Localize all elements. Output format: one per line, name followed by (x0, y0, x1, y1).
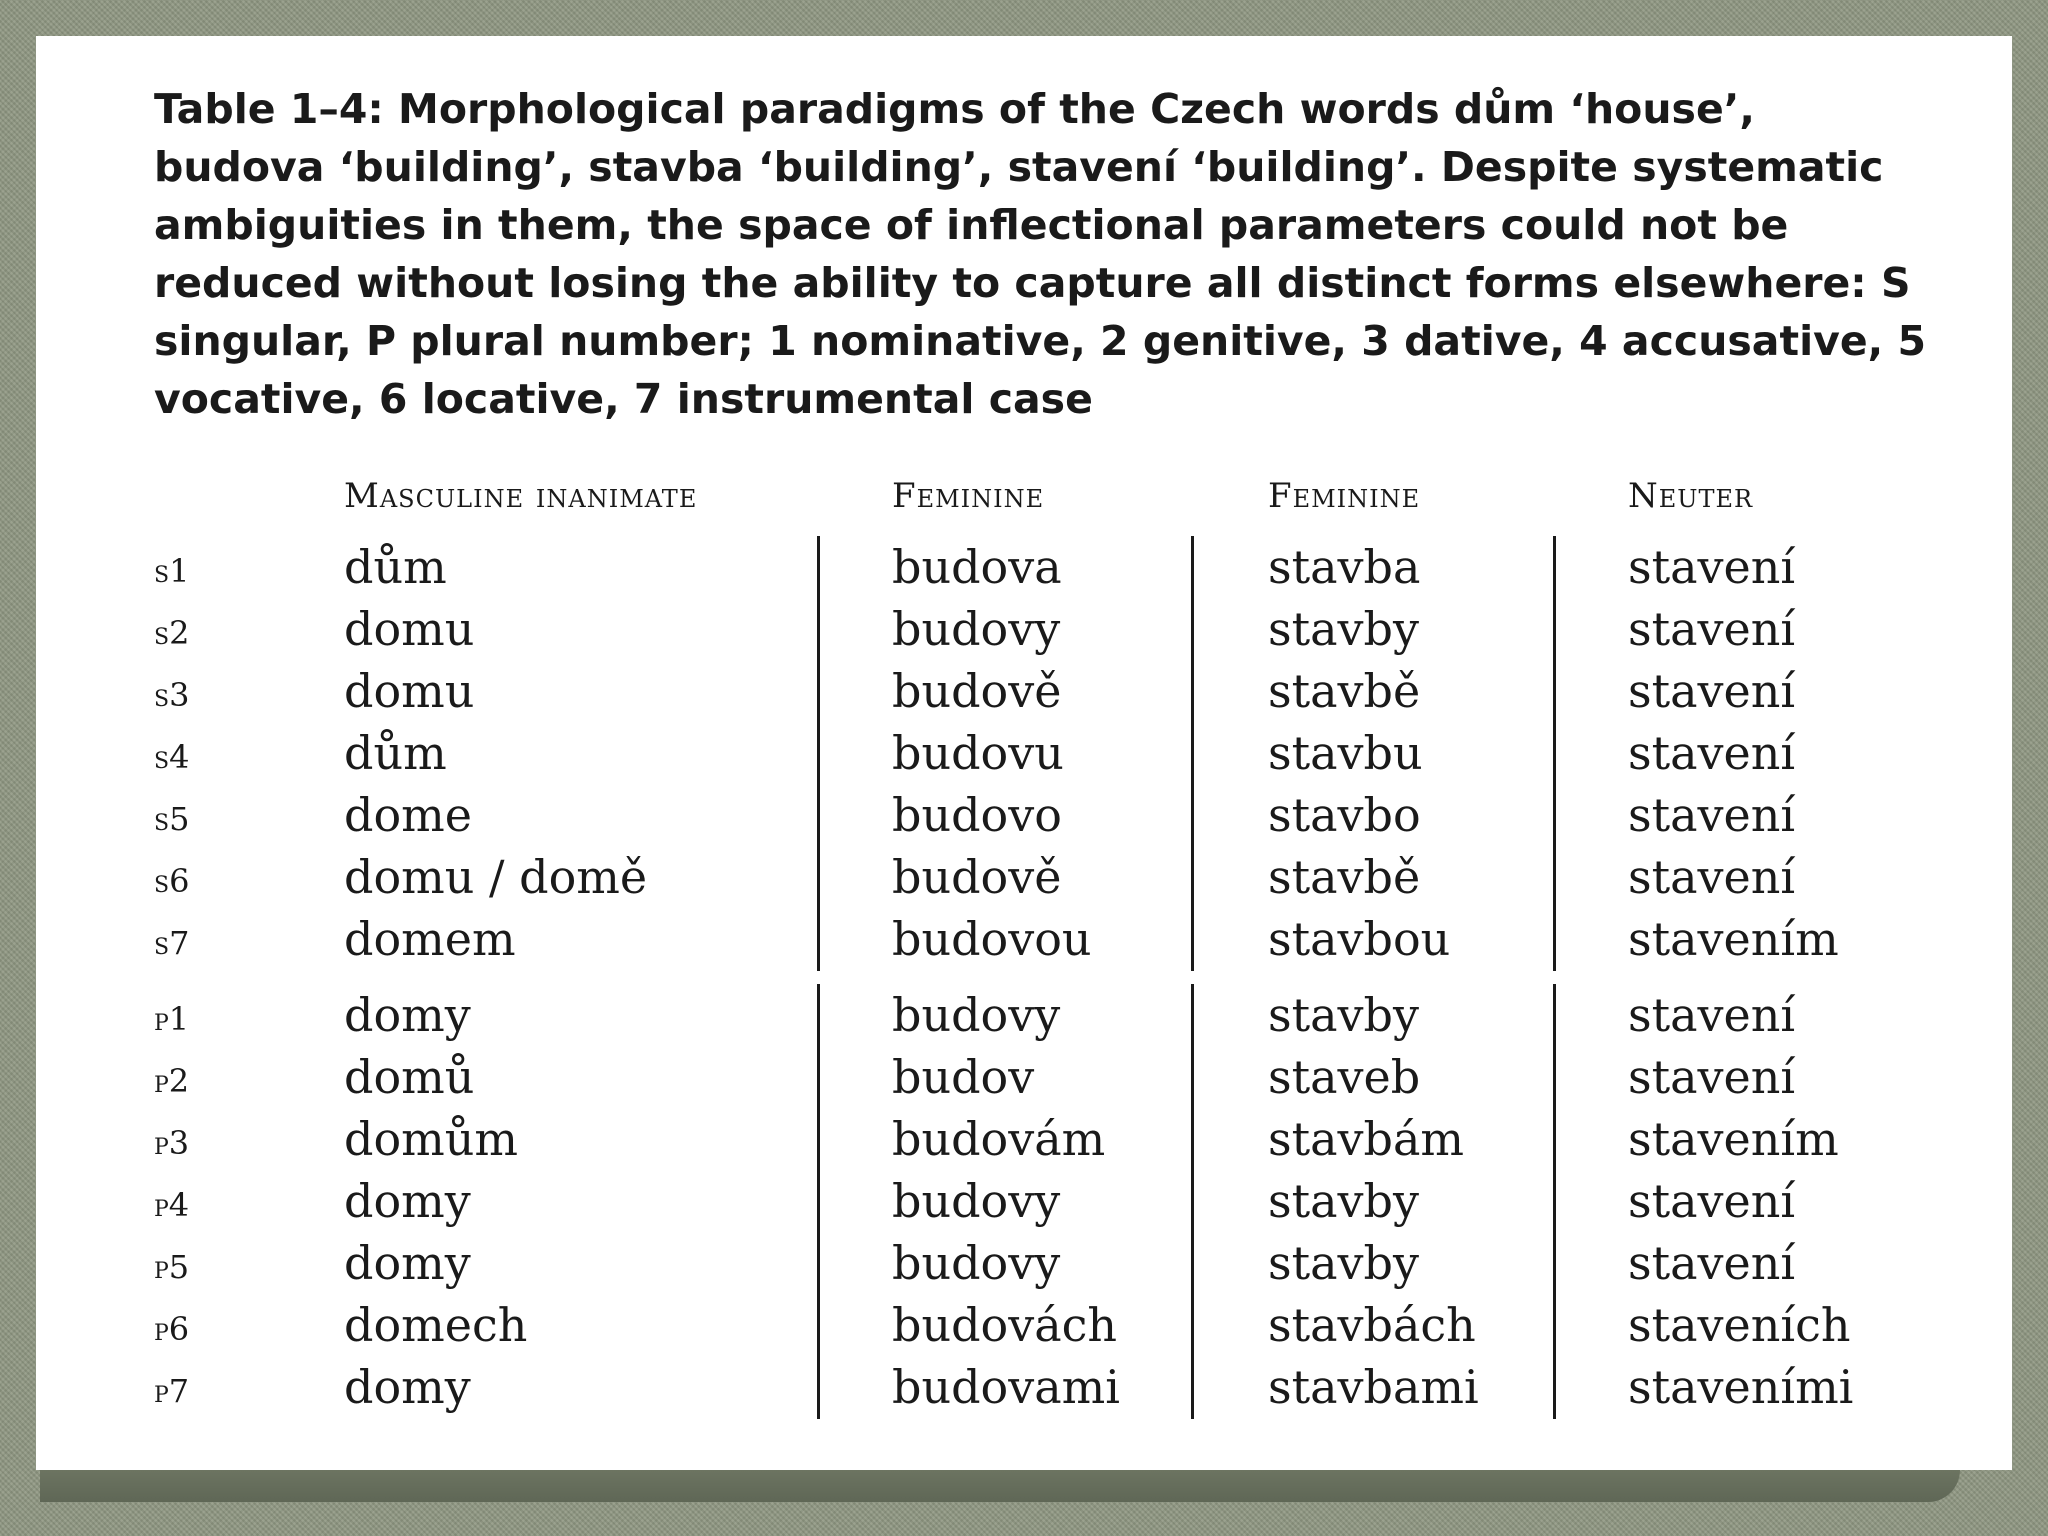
cell-masculine: domů (344, 1050, 475, 1104)
column-header-masculine: Masculine inanimate (344, 476, 698, 516)
cell-feminine-2: stavbou (1268, 912, 1451, 966)
cell-neuter: stavení (1628, 1050, 1796, 1104)
table-row (36, 788, 2012, 850)
cell-masculine: domu (344, 664, 475, 718)
table-row (36, 540, 2012, 602)
cell-masculine: domu / domě (344, 850, 648, 904)
cell-neuter: stavením (1628, 912, 1839, 966)
cell-feminine-1: budově (892, 850, 1062, 904)
cell-masculine: domy (344, 988, 471, 1042)
table-row (36, 1298, 2012, 1360)
cell-masculine: domy (344, 1236, 471, 1290)
cell-feminine-2: stavba (1268, 540, 1421, 594)
column-header-feminine-2: Feminine (1268, 476, 1421, 516)
table-row (36, 1112, 2012, 1174)
row-label: s1 (154, 552, 190, 590)
cell-neuter: staveních (1628, 1298, 1851, 1352)
cell-feminine-1: budovu (892, 726, 1064, 780)
row-label: s3 (154, 676, 190, 714)
cell-neuter: stavení (1628, 726, 1796, 780)
cell-feminine-1: budovách (892, 1298, 1118, 1352)
cell-feminine-1: budovám (892, 1112, 1106, 1166)
cell-feminine-1: budovami (892, 1360, 1120, 1414)
cell-feminine-2: stavby (1268, 988, 1419, 1042)
caption-line: budova ‘building’, stavba ‘building’, stavení ‘building’. Despite systematic (154, 143, 1884, 191)
caption-line: singular, P plural number; 1 nominative, 2 genitive, 3 dative, 4 accusative, 5 (154, 317, 1927, 365)
row-label: p4 (154, 1186, 190, 1224)
cell-neuter: stavení (1628, 788, 1796, 842)
row-label: s4 (154, 738, 190, 776)
cell-feminine-2: stavbě (1268, 664, 1421, 718)
row-label: s2 (154, 614, 190, 652)
caption-line: reduced without losing the ability to capture all distinct forms elsewhere: S (154, 259, 1911, 307)
paradigm-table (36, 36, 2012, 1470)
row-label: s6 (154, 862, 190, 900)
cell-feminine-1: budovy (892, 1236, 1061, 1290)
cell-masculine: domem (344, 912, 516, 966)
cell-masculine: domech (344, 1298, 528, 1352)
row-label: s7 (154, 924, 190, 962)
cell-neuter: stavení (1628, 602, 1796, 656)
cell-neuter: stavení (1628, 1174, 1796, 1228)
cell-neuter: stavení (1628, 850, 1796, 904)
cell-feminine-2: stavby (1268, 602, 1419, 656)
slide-shadow (40, 1470, 1960, 1502)
cell-neuter: stavením (1628, 1112, 1839, 1166)
cell-feminine-1: budova (892, 540, 1062, 594)
column-header-neuter: Neuter (1628, 476, 1754, 516)
row-label: p3 (154, 1124, 190, 1162)
caption-line: Table 1–4: Morphological paradigms of the Czech words dům ‘house’, (154, 85, 1755, 133)
cell-neuter: stavení (1628, 1236, 1796, 1290)
table-row (36, 1236, 2012, 1298)
table-row (36, 850, 2012, 912)
cell-feminine-2: staveb (1268, 1050, 1421, 1104)
cell-neuter: stavení (1628, 988, 1796, 1042)
cell-feminine-1: budov (892, 1050, 1035, 1104)
caption-line: vocative, 6 locative, 7 instrumental case (154, 375, 1093, 423)
table-row (36, 602, 2012, 664)
cell-feminine-1: budovy (892, 988, 1061, 1042)
cell-masculine: domům (344, 1112, 519, 1166)
row-label: p2 (154, 1062, 190, 1100)
cell-feminine-1: budovou (892, 912, 1092, 966)
table-row (36, 726, 2012, 788)
cell-feminine-1: budovy (892, 602, 1061, 656)
cell-feminine-2: stavbami (1268, 1360, 1479, 1414)
row-label: s5 (154, 800, 190, 838)
cell-feminine-2: stavbu (1268, 726, 1423, 780)
cell-masculine: dům (344, 540, 447, 594)
cell-feminine-2: stavby (1268, 1174, 1419, 1228)
cell-feminine-2: stavbě (1268, 850, 1421, 904)
cell-masculine: dům (344, 726, 447, 780)
row-label: p6 (154, 1310, 190, 1348)
slide (36, 36, 2012, 1470)
table-row (36, 988, 2012, 1050)
cell-feminine-1: budově (892, 664, 1062, 718)
cell-masculine: domu (344, 602, 475, 656)
table-row (36, 1050, 2012, 1112)
cell-masculine: dome (344, 788, 472, 842)
cell-feminine-2: stavbo (1268, 788, 1421, 842)
table-row (36, 1360, 2012, 1422)
row-label: p1 (154, 1000, 190, 1038)
cell-feminine-2: stavbách (1268, 1298, 1476, 1352)
cell-neuter: stavení (1628, 540, 1796, 594)
cell-masculine: domy (344, 1174, 471, 1228)
cell-feminine-1: budovy (892, 1174, 1061, 1228)
cell-feminine-2: stavby (1268, 1236, 1419, 1290)
table-row (36, 1174, 2012, 1236)
cell-feminine-1: budovo (892, 788, 1062, 842)
row-label: p7 (154, 1372, 190, 1410)
caption-line: ambiguities in them, the space of inflectional parameters could not be (154, 201, 1789, 249)
column-header-feminine-1: Feminine (892, 476, 1045, 516)
table-row (36, 664, 2012, 726)
row-label: p5 (154, 1248, 190, 1286)
cell-neuter: stavení (1628, 664, 1796, 718)
cell-feminine-2: stavbám (1268, 1112, 1464, 1166)
cell-masculine: domy (344, 1360, 471, 1414)
cell-neuter: staveními (1628, 1360, 1854, 1414)
table-row (36, 912, 2012, 974)
